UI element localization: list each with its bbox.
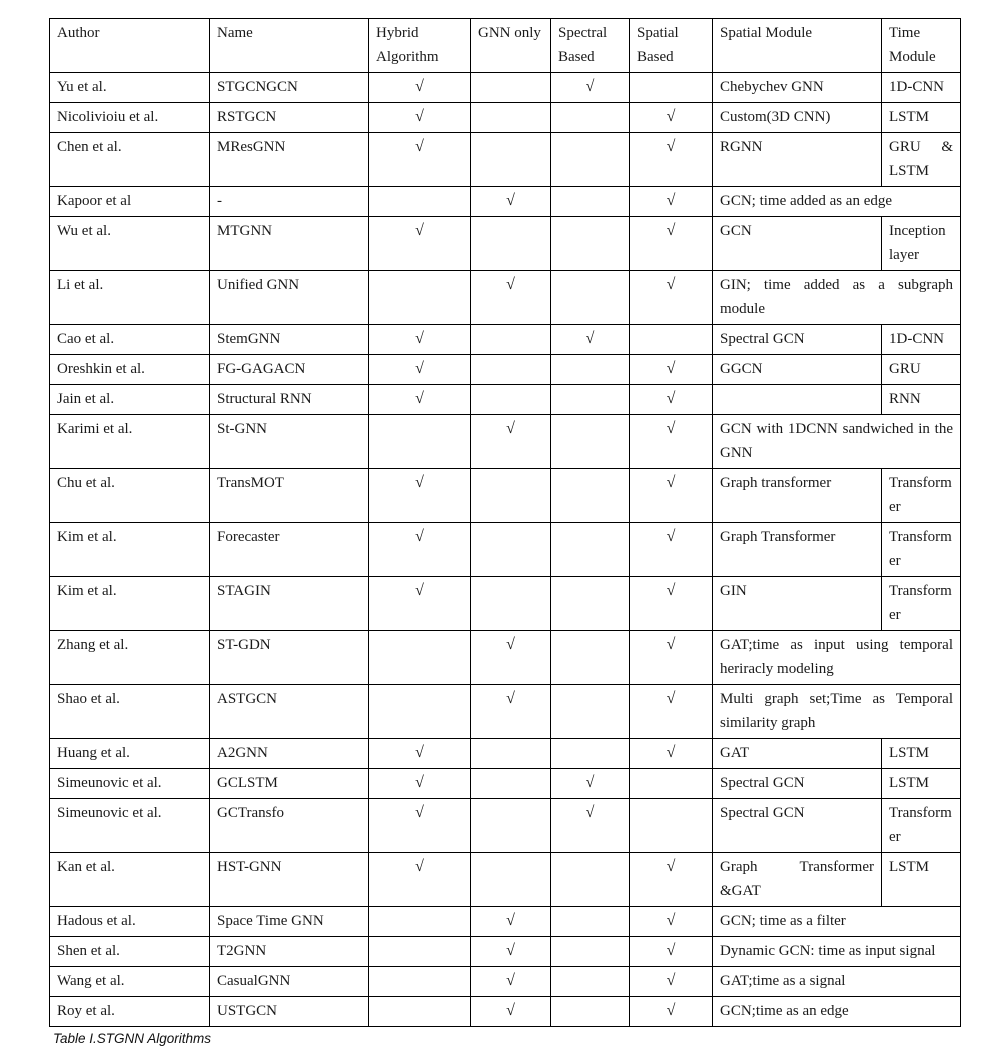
cell-name: STAGIN [210, 577, 369, 631]
cell-spatial-check: √ [630, 415, 713, 469]
cell-spectral-check [551, 385, 630, 415]
cell-spectral-check [551, 967, 630, 997]
cell-time-module: LSTM [882, 739, 961, 769]
cell-name: FG-GAGACN [210, 355, 369, 385]
cell-name: GCLSTM [210, 769, 369, 799]
cell-time-module: Inception layer [882, 217, 961, 271]
cell-author: Kim et al. [50, 577, 210, 631]
cell-hybrid-check [369, 271, 471, 325]
cell-spatial-module: Multi graph set;Time as Temporal similarity graph [713, 685, 961, 739]
cell-spatial-module: Dynamic GCN: time as input signal [713, 937, 961, 967]
cell-spectral-check [551, 415, 630, 469]
cell-time-module: Transformer [882, 469, 961, 523]
table-row [50, 577, 961, 631]
cell-hybrid-check: √ [369, 577, 471, 631]
header-spatial-module: Spatial Module [713, 19, 882, 73]
header-time-module: Time Module [882, 19, 961, 73]
cell-author: Wang et al. [50, 967, 210, 997]
cell-spatial-check: √ [630, 469, 713, 523]
stgnn-table [49, 18, 961, 1027]
cell-hybrid-check: √ [369, 769, 471, 799]
header-author: Author [50, 19, 210, 73]
cell-author: Roy et al. [50, 997, 210, 1027]
cell-hybrid-check: √ [369, 385, 471, 415]
cell-name: ASTGCN [210, 685, 369, 739]
cell-gnn-only-check: √ [471, 967, 551, 997]
cell-gnn-only-check: √ [471, 631, 551, 685]
cell-spatial-module: Spectral GCN [713, 325, 882, 355]
cell-spatial-module: Spectral GCN [713, 799, 882, 853]
cell-spatial-module: Graph transformer [713, 469, 882, 523]
cell-author: Yu et al. [50, 73, 210, 103]
cell-spatial-check: √ [630, 907, 713, 937]
cell-time-module: LSTM [882, 103, 961, 133]
cell-name: ST-GDN [210, 631, 369, 685]
cell-spatial-module: GIN; time added as a subgraph module [713, 271, 961, 325]
cell-author: Wu et al. [50, 217, 210, 271]
cell-author: Shen et al. [50, 937, 210, 967]
table-row [50, 355, 961, 385]
table-row [50, 187, 961, 217]
cell-author: Huang et al. [50, 739, 210, 769]
cell-gnn-only-check [471, 739, 551, 769]
cell-name: St-GNN [210, 415, 369, 469]
table-row [50, 907, 961, 937]
cell-gnn-only-check [471, 133, 551, 187]
cell-time-module: Transformer [882, 577, 961, 631]
cell-hybrid-check [369, 967, 471, 997]
cell-spatial-module: GCN with 1DCNN sandwiched in the GNN [713, 415, 961, 469]
table-row [50, 415, 961, 469]
cell-name: TransMOT [210, 469, 369, 523]
cell-gnn-only-check: √ [471, 187, 551, 217]
cell-spatial-check: √ [630, 271, 713, 325]
cell-name: T2GNN [210, 937, 369, 967]
cell-spectral-check: √ [551, 325, 630, 355]
table-row [50, 769, 961, 799]
cell-spatial-module [713, 385, 882, 415]
cell-spatial-check: √ [630, 685, 713, 739]
cell-gnn-only-check [471, 385, 551, 415]
cell-author: Chen et al. [50, 133, 210, 187]
header-name: Name [210, 19, 369, 73]
cell-time-module: LSTM [882, 853, 961, 907]
cell-spatial-check: √ [630, 217, 713, 271]
cell-spatial-module: Graph Transformer [713, 523, 882, 577]
cell-name: USTGCN [210, 997, 369, 1027]
cell-author: Oreshkin et al. [50, 355, 210, 385]
cell-gnn-only-check: √ [471, 997, 551, 1027]
cell-name: A2GNN [210, 739, 369, 769]
cell-spatial-module: GAT;time as input using temporal heriracly modeling [713, 631, 961, 685]
cell-spatial-check: √ [630, 937, 713, 967]
cell-spatial-check [630, 769, 713, 799]
cell-spatial-check [630, 325, 713, 355]
cell-spectral-check [551, 739, 630, 769]
cell-spectral-check [551, 685, 630, 739]
cell-gnn-only-check: √ [471, 937, 551, 967]
cell-time-module: Transformer [882, 523, 961, 577]
cell-time-module: 1D-CNN [882, 325, 961, 355]
table-row [50, 997, 961, 1027]
cell-gnn-only-check: √ [471, 907, 551, 937]
cell-spectral-check [551, 523, 630, 577]
cell-name: STGCNGCN [210, 73, 369, 103]
cell-hybrid-check [369, 907, 471, 937]
cell-spatial-module: Spectral GCN [713, 769, 882, 799]
table-row [50, 937, 961, 967]
table-row [50, 853, 961, 907]
cell-hybrid-check: √ [369, 73, 471, 103]
cell-author: Karimi et al. [50, 415, 210, 469]
cell-author: Hadous et al. [50, 907, 210, 937]
cell-spectral-check [551, 907, 630, 937]
cell-author: Nicolivioiu et al. [50, 103, 210, 133]
cell-hybrid-check: √ [369, 469, 471, 523]
cell-hybrid-check: √ [369, 739, 471, 769]
header-hybrid-algorithm: Hybrid Algorithm [369, 19, 471, 73]
cell-gnn-only-check [471, 523, 551, 577]
cell-gnn-only-check [471, 469, 551, 523]
cell-spatial-module: GCN; time as a filter [713, 907, 961, 937]
cell-gnn-only-check [471, 769, 551, 799]
table-row [50, 133, 961, 187]
cell-spectral-check [551, 853, 630, 907]
table-caption: Table I.STGNN Algorithms [53, 1031, 212, 1046]
cell-name: GCTransfo [210, 799, 369, 853]
cell-spatial-check: √ [630, 187, 713, 217]
cell-time-module: 1D-CNN [882, 73, 961, 103]
cell-gnn-only-check [471, 799, 551, 853]
cell-hybrid-check [369, 937, 471, 967]
table-row [50, 631, 961, 685]
cell-spatial-check: √ [630, 523, 713, 577]
cell-gnn-only-check [471, 577, 551, 631]
cell-hybrid-check: √ [369, 355, 471, 385]
cell-gnn-only-check [471, 853, 551, 907]
cell-spatial-module: RGNN [713, 133, 882, 187]
cell-spatial-module: Chebychev GNN [713, 73, 882, 103]
table-row [50, 799, 961, 853]
cell-gnn-only-check [471, 73, 551, 103]
table-body [50, 73, 961, 1027]
cell-hybrid-check [369, 997, 471, 1027]
cell-name: MResGNN [210, 133, 369, 187]
cell-author: Li et al. [50, 271, 210, 325]
cell-author: Chu et al. [50, 469, 210, 523]
cell-name: Space Time GNN [210, 907, 369, 937]
cell-gnn-only-check: √ [471, 271, 551, 325]
cell-spectral-check: √ [551, 769, 630, 799]
cell-name: Unified GNN [210, 271, 369, 325]
cell-spatial-check: √ [630, 997, 713, 1027]
table-row [50, 217, 961, 271]
cell-spatial-check: √ [630, 577, 713, 631]
cell-spatial-module: GGCN [713, 355, 882, 385]
cell-spatial-module: GCN [713, 217, 882, 271]
cell-spatial-check: √ [630, 853, 713, 907]
cell-spectral-check [551, 217, 630, 271]
cell-hybrid-check: √ [369, 799, 471, 853]
cell-spatial-check: √ [630, 355, 713, 385]
cell-gnn-only-check: √ [471, 685, 551, 739]
cell-spatial-check: √ [630, 967, 713, 997]
cell-gnn-only-check [471, 217, 551, 271]
cell-spectral-check [551, 103, 630, 133]
cell-time-module: Transformer [882, 799, 961, 853]
table-row [50, 385, 961, 415]
cell-author: Shao et al. [50, 685, 210, 739]
cell-time-module: GRU & LSTM [882, 133, 961, 187]
cell-time-module: RNN [882, 385, 961, 415]
cell-hybrid-check [369, 685, 471, 739]
header-gnn-only: GNN only [471, 19, 551, 73]
cell-gnn-only-check: √ [471, 415, 551, 469]
cell-spatial-check: √ [630, 739, 713, 769]
table-row [50, 271, 961, 325]
cell-hybrid-check [369, 187, 471, 217]
cell-spatial-module: Graph Transformer &GAT [713, 853, 882, 907]
cell-name: - [210, 187, 369, 217]
cell-hybrid-check: √ [369, 853, 471, 907]
cell-author: Kim et al. [50, 523, 210, 577]
cell-author: Simeunovic et al. [50, 769, 210, 799]
header-row [50, 19, 961, 73]
cell-gnn-only-check [471, 103, 551, 133]
cell-gnn-only-check [471, 355, 551, 385]
cell-spectral-check [551, 937, 630, 967]
cell-author: Zhang et al. [50, 631, 210, 685]
cell-spectral-check [551, 187, 630, 217]
table-row [50, 739, 961, 769]
cell-spatial-module: GCN;time as an edge [713, 997, 961, 1027]
cell-name: StemGNN [210, 325, 369, 355]
cell-name: RSTGCN [210, 103, 369, 133]
cell-spectral-check [551, 631, 630, 685]
cell-hybrid-check [369, 631, 471, 685]
table-row [50, 685, 961, 739]
cell-spatial-module: Custom(3D CNN) [713, 103, 882, 133]
cell-spectral-check: √ [551, 73, 630, 103]
cell-hybrid-check: √ [369, 523, 471, 577]
cell-spatial-check: √ [630, 631, 713, 685]
cell-spatial-check [630, 799, 713, 853]
cell-hybrid-check [369, 415, 471, 469]
cell-author: Cao et al. [50, 325, 210, 355]
table-row [50, 73, 961, 103]
cell-spatial-check [630, 73, 713, 103]
table-row [50, 967, 961, 997]
cell-spectral-check [551, 577, 630, 631]
cell-gnn-only-check [471, 325, 551, 355]
cell-author: Kapoor et al [50, 187, 210, 217]
cell-spatial-module: GAT;time as a signal [713, 967, 961, 997]
cell-name: HST-GNN [210, 853, 369, 907]
cell-spectral-check [551, 271, 630, 325]
cell-name: Forecaster [210, 523, 369, 577]
table-header [50, 19, 961, 73]
cell-hybrid-check: √ [369, 133, 471, 187]
cell-time-module: GRU [882, 355, 961, 385]
table-row [50, 469, 961, 523]
cell-spatial-check: √ [630, 133, 713, 187]
cell-time-module: LSTM [882, 769, 961, 799]
cell-spectral-check [551, 133, 630, 187]
table-row [50, 103, 961, 133]
cell-spectral-check [551, 997, 630, 1027]
cell-spatial-check: √ [630, 385, 713, 415]
table-row [50, 523, 961, 577]
cell-author: Simeunovic et al. [50, 799, 210, 853]
header-spectral-based: Spectral Based [551, 19, 630, 73]
cell-hybrid-check: √ [369, 103, 471, 133]
header-spatial-based: Spatial Based [630, 19, 713, 73]
cell-author: Kan et al. [50, 853, 210, 907]
cell-spatial-module: GCN; time added as an edge [713, 187, 961, 217]
cell-spatial-module: GAT [713, 739, 882, 769]
cell-spectral-check [551, 355, 630, 385]
cell-spectral-check: √ [551, 799, 630, 853]
cell-hybrid-check: √ [369, 217, 471, 271]
table-row [50, 325, 961, 355]
cell-name: Structural RNN [210, 385, 369, 415]
cell-author: Jain et al. [50, 385, 210, 415]
cell-spatial-check: √ [630, 103, 713, 133]
cell-name: CasualGNN [210, 967, 369, 997]
cell-spectral-check [551, 469, 630, 523]
cell-spatial-module: GIN [713, 577, 882, 631]
cell-name: MTGNN [210, 217, 369, 271]
cell-hybrid-check: √ [369, 325, 471, 355]
